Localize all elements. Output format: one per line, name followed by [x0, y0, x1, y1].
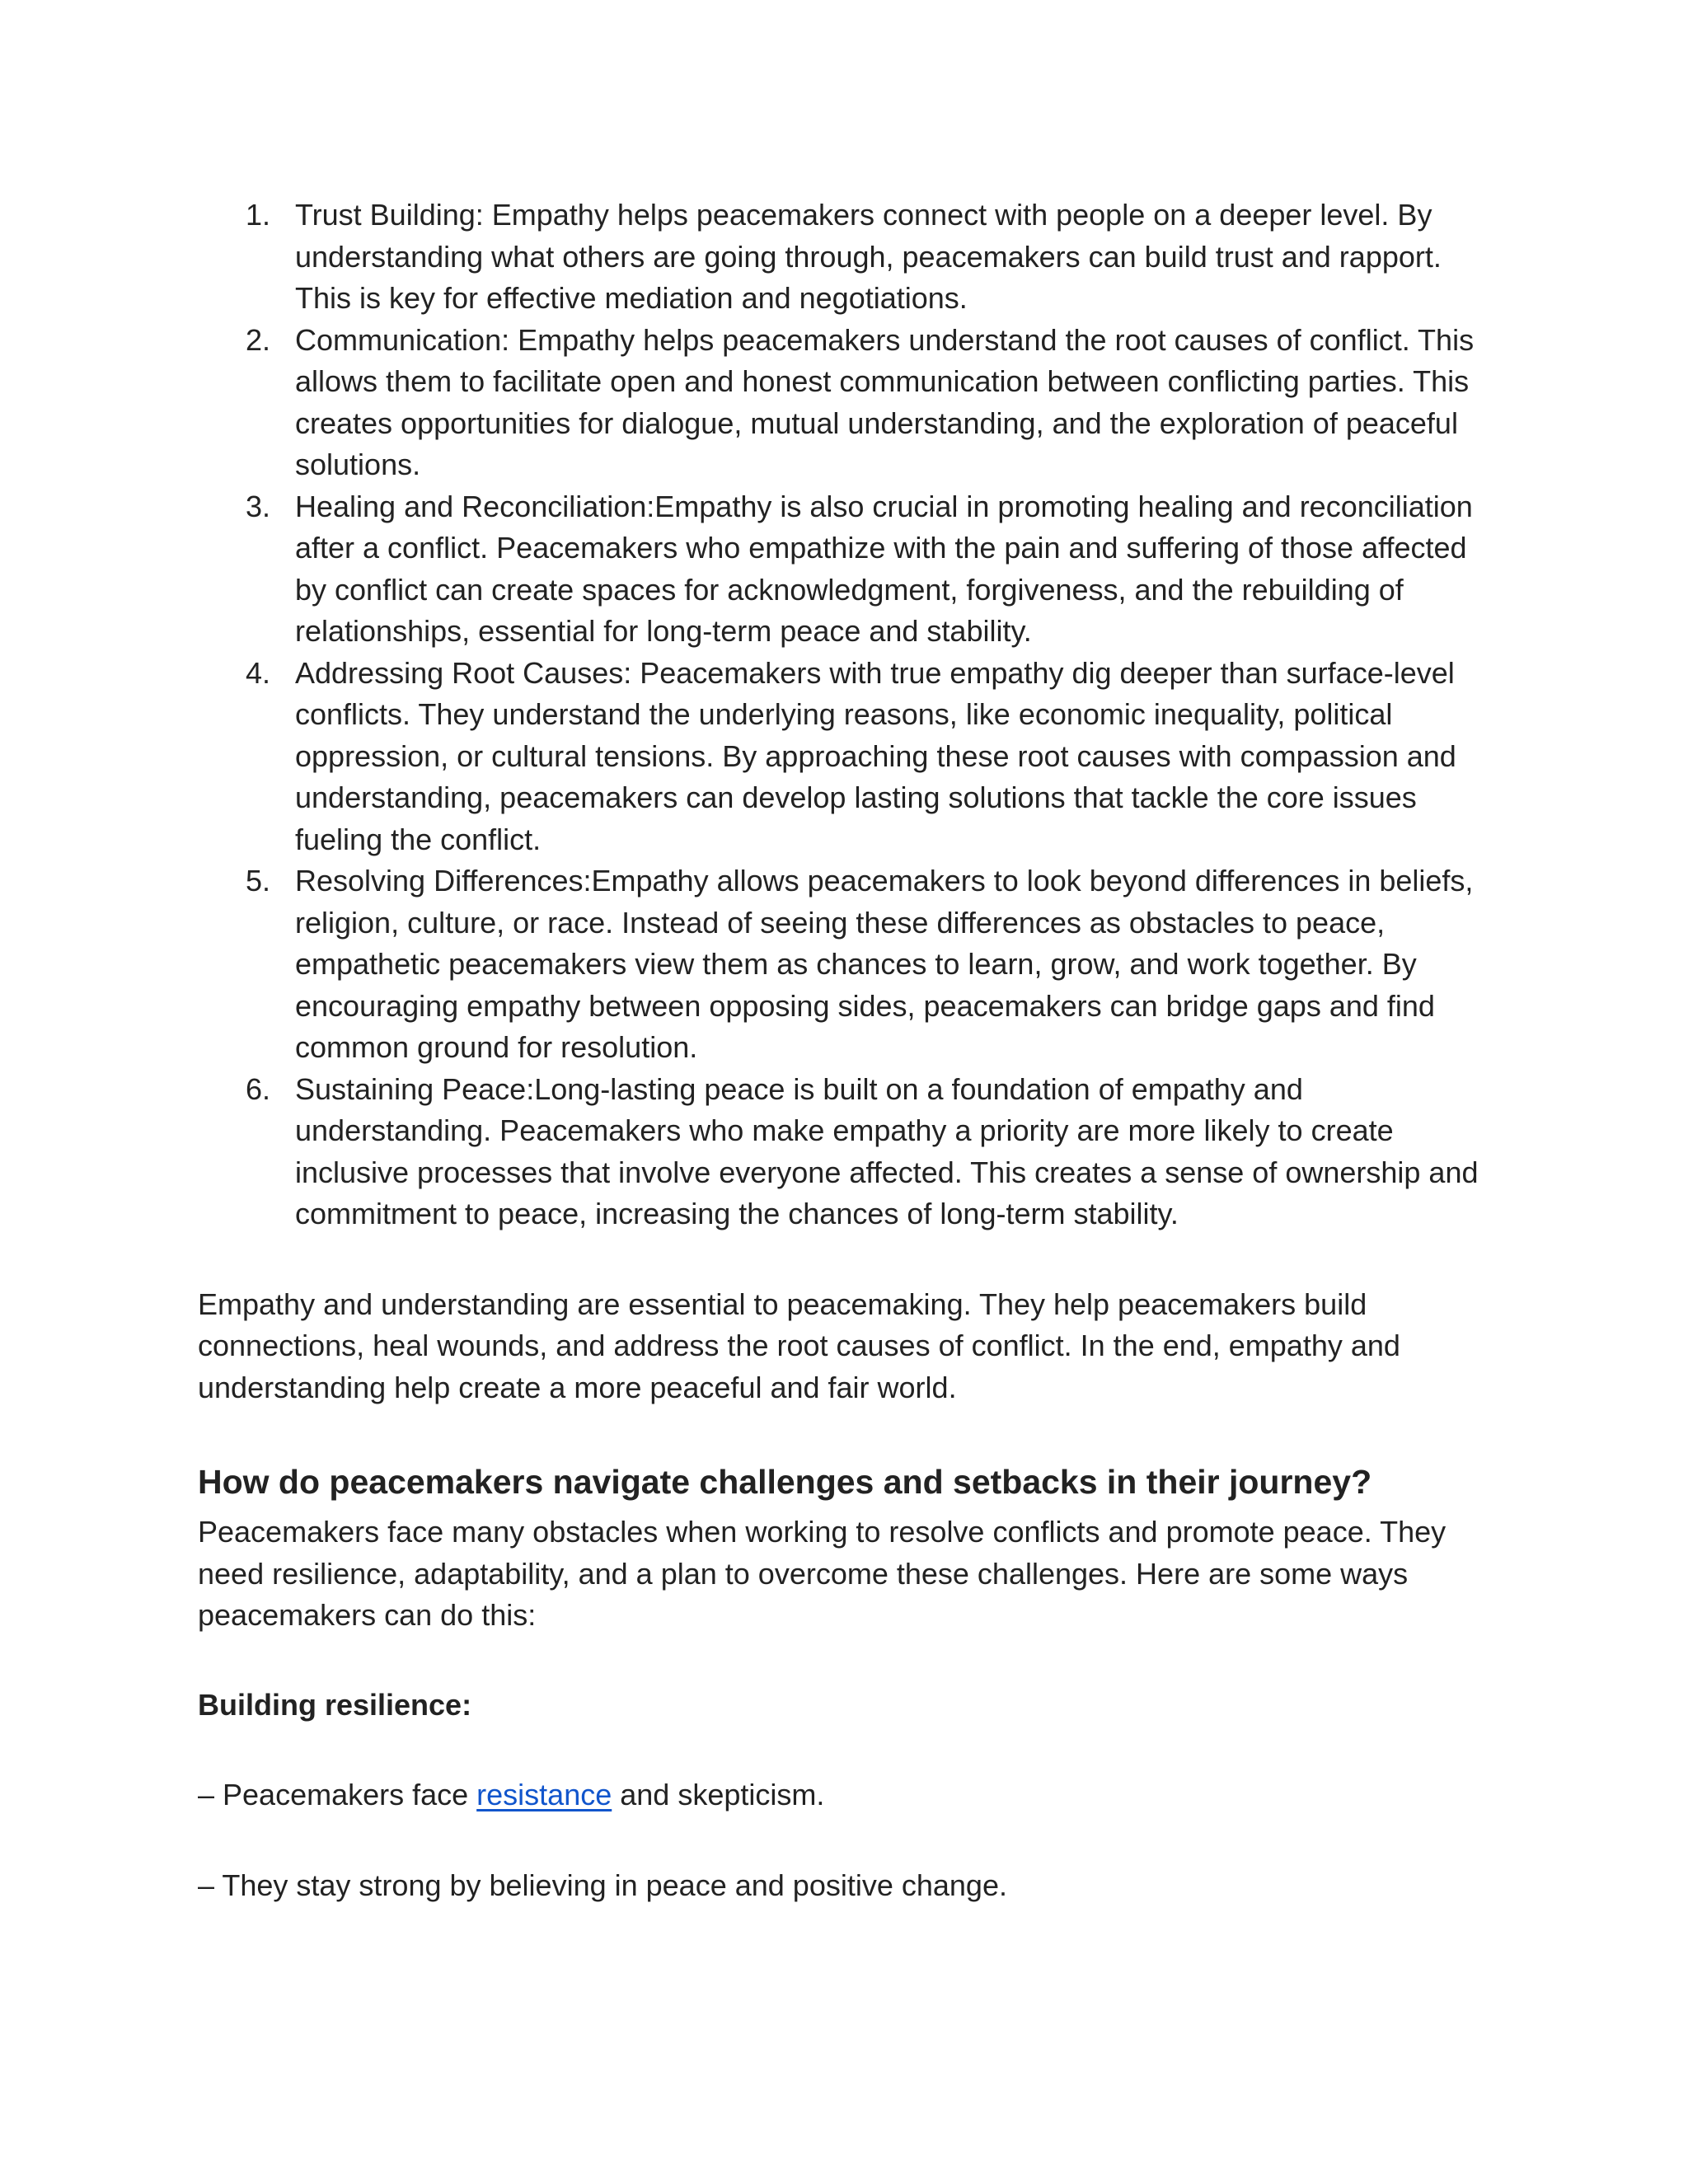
document-page	[198, 194, 1500, 1906]
summary-paragraph: Empathy and understanding are essential to peacemaking. They help peacemakers build connections, heal wounds, and address the root causes of conflict. In the end, empathy and understanding help create a more peaceful and fair world.	[198, 1286, 1400, 1404]
list-item-text: Sustaining Peace:Long-lasting peace is built on a foundation of empathy and understanding. Peacemakers who make empathy a priority are more likely to create inclusive processes that involve everyone affected. This creates a sense of ownership and commitment to peace, increasing the chances of long-term stability.	[295, 1071, 1479, 1230]
dash-item-resistance	[198, 1774, 1500, 1816]
list-item	[198, 320, 1500, 486]
resistance-link[interactable]: resistance	[476, 1778, 612, 1811]
numbered-list	[198, 194, 1500, 1235]
section-heading: How do peacemakers navigate challenges and setbacks in their journey?	[198, 1463, 1372, 1501]
list-item-number: 2.	[246, 322, 271, 357]
list-item-text: Addressing Root Causes: Peacemakers with true empathy dig deeper than surface-level conflicts. They understand the underlying reasons, like economic inequality, political oppression, or cultural tensions. By approaching these root causes with compassion and understanding, peacemakers can develop lasting solutions that tackle the core issues fueling the conflict.	[295, 655, 1456, 856]
list-item	[198, 486, 1500, 653]
intro-paragraph: Peacemakers face many obstacles when working to resolve conflicts and promote peace. They need resilience, adaptability, and a plan to overcome these challenges. Here are some ways peacemakers can do this:	[198, 1515, 1447, 1632]
list-item-text: Healing and Reconciliation:Empathy is also crucial in promoting healing and reconciliation after a conflict. Peacemakers who empathize with the pain and suffering of those affected by conflict can create spaces for acknowledgment, forgiveness, and the rebuilding of relationships, essential for long-term peace and stability.	[295, 489, 1473, 648]
list-item-number: 6.	[246, 1071, 271, 1106]
dash-item-text-before: – Peacemakers face	[198, 1778, 477, 1811]
list-item-number: 4.	[246, 655, 271, 690]
list-item-number: 5.	[246, 864, 271, 898]
list-item-text: Trust Building: Empathy helps peacemakers connect with people on a deeper level. By understanding what others are going through, peacemakers can build trust and rapport. This is key for effective mediation and negotiations.	[295, 198, 1442, 315]
dash-item-stay-strong: – They stay strong by believing in peace and positive change.	[198, 1868, 1007, 1902]
list-item-number: 3.	[246, 489, 271, 523]
list-item-number: 1.	[246, 198, 271, 232]
list-item-text: Resolving Differences:Empathy allows peacemakers to look beyond differences in beliefs, religion, culture, or race. Instead of seeing these differences as obstacles to peace, empathetic peacemakers view them as chances to learn, grow, and work together. By encouraging empathy between opposing sides, peacemakers can bridge gaps and find common ground for resolution.	[295, 864, 1474, 1064]
list-item	[198, 194, 1500, 320]
dash-item-text-after: and skepticism.	[612, 1778, 825, 1811]
list-item-text: Communication: Empathy helps peacemakers understand the root causes of conflict. This allows them to facilitate open and honest communication between conflicting parties. This creates opportunities for dialogue, mutual understanding, and the exploration of peaceful solutions.	[295, 322, 1475, 481]
list-item	[198, 653, 1500, 861]
sub-heading: Building resilience:	[198, 1687, 472, 1722]
list-item	[198, 1069, 1500, 1235]
list-item	[198, 860, 1500, 1069]
